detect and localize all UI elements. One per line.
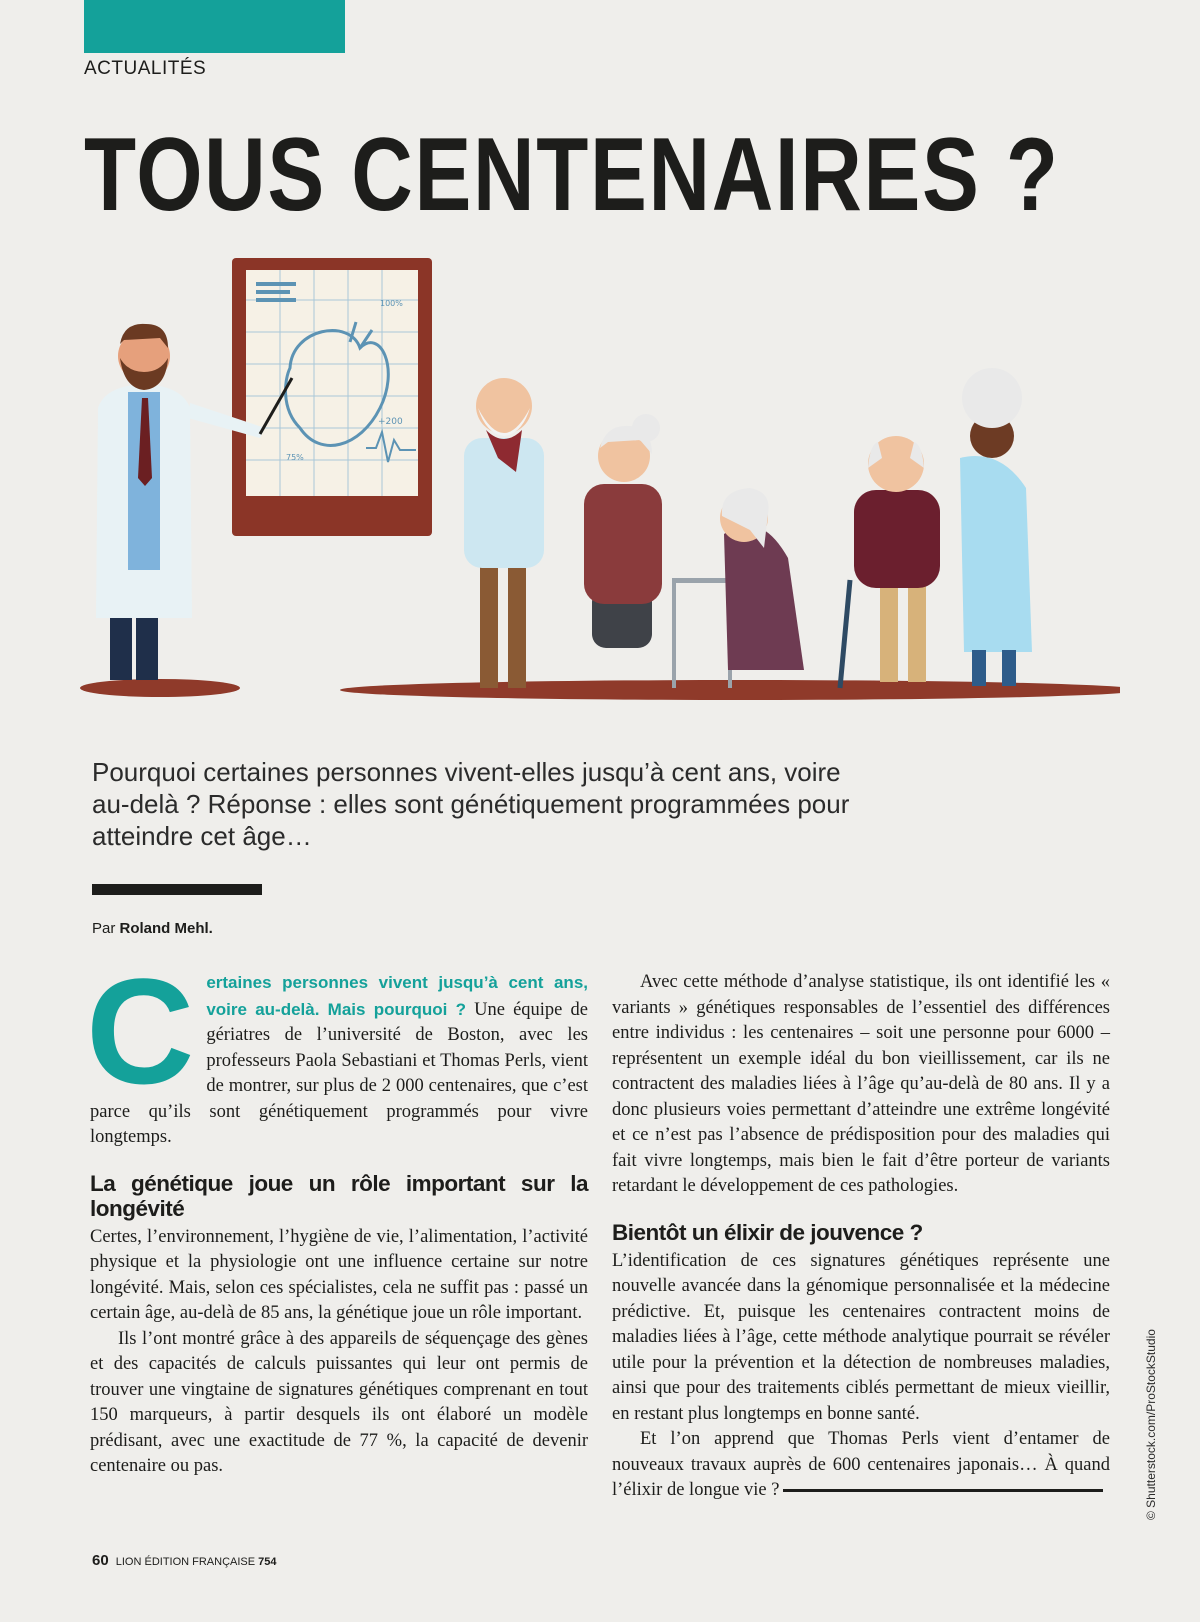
photo-credit: © Shutterstock.com/ProStockStudio (1144, 1329, 1158, 1520)
article-column-left (86, 947, 588, 1480)
article-p1-rest: Une équipe de gériatres de l’université de Boston, avec les professeurs Paola Sebastiani et Thomas Perls, vient de montrer, sur plus de 2 000 centenaires, que c’est parce qu’ils sont génétiquement programmés pour vivre longtemps. (90, 999, 588, 1147)
drop-cap: C (86, 947, 195, 1115)
byline-author: Roland Mehl. (119, 920, 213, 937)
article-illustration (60, 258, 1120, 728)
magazine-name: LION ÉDITION FRANÇAISE (115, 1556, 256, 1568)
chart-label-middle: +200 (378, 417, 403, 427)
article-paragraph-6 (612, 1427, 1110, 1504)
article-paragraph-4: Avec cette méthode d’analyse statistique, ils ont identifié les « variants » génétiques responsables de l’essentiel des différences entre individus : les centenaires – soit une personne pour 6000 – représentent un exemple idéal du bon vieillissement, car ils ne contractent des maladies liées à l’âge qu’au-delà de 80 ans. Il y a donc plusieurs voies permettant d’atteindre une extrême longévité et ce n’est pas l’absence de prédisposition pour des maladies qui fait vivre longtemps, mais bien le fait d’être porteur de variants retardant le développement de ces pathologies. (612, 972, 1110, 1196)
chart-label-bottom: 75% (286, 453, 304, 462)
standfirst-rule (92, 884, 262, 895)
article-paragraph-3: Ils l’ont montré grâce à des appareils de séquençage des gènes et des capacités de calculs puissantes qui leur ont permis de trouver une vingtaine de signatures génétiques comprenant en tout 150 marqueurs, à partir desquels ils ont élaboré un modèle prédisant, avec une exactitude de 77 %, la capacité de devenir centenaire ou pas. (90, 1328, 588, 1476)
article-lead: ertaines personnes vivent jusqu’à cent ans, voire au-delà. Mais pourquoi ? (206, 973, 588, 1019)
issue-number: 754 (258, 1556, 277, 1568)
byline-prefix: Par (92, 920, 116, 937)
article-paragraph-5: L’identification de ces signatures génétiques représente une nouvelle avancée dans la génomique personnalisée et la médecine prédictive. Et, puisque les centenaires contractent moins de maladies liées à l’âge, cette méthode analytique pourrait se révéler utile pour la prévention et la détection de nombreuses maladies, ainsi que pour des traitements ciblés permettant de mieux vieillir, en restant plus longtemps en bonne santé. (612, 1250, 1110, 1424)
chart-label-top: 100% (380, 299, 403, 308)
headline: TOUS CENTENAIRES ? (84, 117, 1060, 233)
byline (92, 920, 213, 937)
section-color-bar (84, 0, 345, 53)
article-paragraph-2: Certes, l’environnement, l’hygiène de vie, l’alimentation, l’activité physique et la physiologie ont une influence certaine sur notre longévité. Mais, selon ces spécialistes, cela ne suffit pas : passé un certain âge, au-delà de 85 ans, la génétique joue un rôle important. (90, 1226, 588, 1323)
subheading-elixir: Bientôt un élixir de jouvence ? (612, 1219, 923, 1245)
subheading-genetics: La génétique joue un rôle important sur la longévité (90, 1170, 588, 1221)
page-footer (92, 1552, 277, 1569)
standfirst: Pourquoi certaines personnes vivent-elles jusqu’à cent ans, voire au-delà ? Réponse : elles sont génétiquement programmées pour atteindre cet âge… (92, 757, 850, 851)
end-of-article-rule (783, 1489, 1103, 1492)
section-label: ACTUALITÉS (84, 58, 207, 79)
article-column-right (612, 970, 1110, 1504)
article-paragraph-1 (86, 947, 588, 1151)
article-p6-text: Et l’on apprend que Thomas Perls vient d’entamer de nouveaux travaux auprès de 600 centenaires japonais… À quand l’élixir de longue vie ? (612, 1429, 1110, 1500)
seniors-group (464, 368, 1032, 688)
page-number: 60 (92, 1552, 109, 1569)
